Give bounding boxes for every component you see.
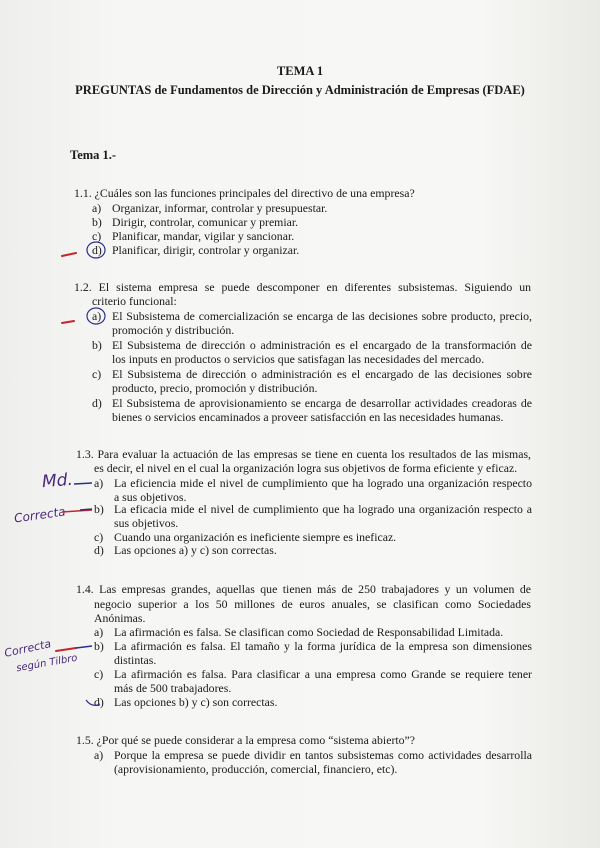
section-heading: Tema 1.- <box>70 148 117 162</box>
document-page: TEMA 1 PREGUNTAS de Fundamentos de Dirección y Administración de Empresas (FDAE) Tema 1.- 1.1. ¿Cuáles son las funciones principales del directivo de una empresa? a) Organizar, informar, controlar y presupuestar. b) Dirigir, controlar, comunicar y premiar. c) Planificar, mandar, vigilar y sancionar. d) Planificar, dirigir, controlar y organizar. 1.2. El sistema empresa se puede descomponer en diferentes subsistemas. Siguiendo un criterio funcional: a) El Subsistema de comercialización se encarga de las decisiones sobre producto, precio, promoción y distribución. b) El Subsistema de dirección o administración es el encargado de la transformación de los inputs en productos o servicios que satisfagan las necesidades del mercado. c) El Subsistema de dirección o administración es el encargado de las decisiones sobre producto, precio, promoción y distribución. d) El Subsistema de aprovisionamiento se encarga de desarrollar actividades creadoras de bienes o servicios encaminados a proveer satisfacción en las necesidades humanas. 1.3. Para evaluar la actuación de las empresas se tiene en cuenta los resultados de las mismas, es decir, el nivel en el cual la organización logra sus objetivos de forma eficiente y eficaz. a) La eficiencia mide el nivel de cumplimiento que ha logrado una organización respecto a sus objetivos. b) La eficacia mide el nivel de cumplimiento que ha logrado una organización respecto a sus objetivos. c) Cuando una organización es ineficiente siempre es ineficaz. d) Las opciones a) y c) son correctas. 1.4. Las empresas grandes, aquellas que tienen más de 250 trabajadores y un volumen de negocio superior a los 50 millones de euros anuales, se clasifican como Sociedades Anónimas. a) La afirmación es falsa. Se clasifican como Sociedad de Responsabilidad Limitada. b) La afirmación es falsa. El tamaño y la forma jurídica de la empresa son dimensiones distintas. c) La afirmación es falsa. Para clasificar a una empresa como Grande se requiere tener más de 500 trabajadores. d) Las opciones b) y c) son correctas. 1.5. ¿Por qué se puede considerar a la empresa como “sistema abierto”? a) Porque la empresa se puede dividir en tantos subsistemas como actividades desarrolla (aprovisionamiento, producción, comercial, financiero, etc). Md. Correcta Correcta según Tilbro <box>0 0 600 848</box>
handwritten-note-md: Md. <box>41 469 74 493</box>
arrow-q13-b-blue <box>80 509 92 510</box>
handwritten-note-correcta-2: Correcta <box>3 637 53 660</box>
option-b: b) <box>92 338 102 352</box>
option-c: c) <box>94 667 104 681</box>
option-a: a) <box>94 748 104 762</box>
option-a: a) La afirmación es falsa. Se clasifican como Sociedad de Responsabilidad Limitada. <box>94 625 504 639</box>
arrow-q13-a <box>74 483 92 484</box>
question-stem: 1.1. ¿Cuáles son las funciones principales del directivo de una empresa? <box>74 186 415 200</box>
option-a: a) <box>92 309 102 323</box>
arrow-q14-b-blue <box>76 646 92 648</box>
option-c: c) <box>92 367 102 381</box>
question-stem-line: 1.4. Las empresas grandes, aquellas que tienen más de 250 trabajadores y un volumen de <box>76 582 531 596</box>
option-a: a) <box>94 476 104 490</box>
option-b: b) <box>94 639 104 653</box>
document-subtitle: PREGUNTAS de Fundamentos de Dirección y Administración de Empresas (FDAE) <box>75 83 525 97</box>
question-stem-line: 1.3. Para evaluar la actuación de las empresas se tiene en cuenta los resultados de las mismas, <box>76 447 531 461</box>
option-c: c) Planificar, mandar, vigilar y sancionar. <box>92 229 295 243</box>
option-b: b) <box>94 502 104 516</box>
question-stem-line: negocio superior a los 50 millones de euros anuales, se clasifican como Sociedades <box>94 597 531 611</box>
red-dash-q12 <box>62 321 74 323</box>
arrow-q14-b <box>56 648 76 651</box>
document-title: TEMA 1 <box>276 64 324 78</box>
question-stem: 1.5. ¿Por qué se puede considerar a la empresa como “sistema abierto”? <box>76 733 416 747</box>
option-d: d) Planificar, dirigir, controlar y organizar. <box>92 243 300 257</box>
question-stem-line: criterio funcional: <box>92 294 177 308</box>
option-b: b) Dirigir, controlar, comunicar y premiar. <box>92 215 299 229</box>
option-d: d) Las opciones a) y c) son correctas. <box>94 543 277 557</box>
option-c: c) Cuando una organización es ineficiente siempre es ineficaz. <box>94 530 397 544</box>
arrow-q13-b <box>62 510 92 512</box>
red-dash-q11 <box>62 253 76 256</box>
option-a: a) Organizar, informar, controlar y presupuestar. <box>92 201 328 215</box>
question-stem-line: Anónimas. <box>94 611 146 625</box>
question-stem-line: 1.2. El sistema empresa se puede descomponer en diferentes subsistemas. Siguiendo un <box>74 280 531 294</box>
handwritten-note-correcta: Correcta <box>13 504 67 526</box>
question-stem-line: es decir, el nivel en el cual la organización logra sus objetivos de forma eficiente y eficaz. <box>94 461 518 475</box>
option-d: d) Las opciones b) y c) son correctas. <box>94 695 278 709</box>
handwritten-note-segun: según Tilbro <box>15 652 79 675</box>
option-d: d) <box>92 396 102 410</box>
